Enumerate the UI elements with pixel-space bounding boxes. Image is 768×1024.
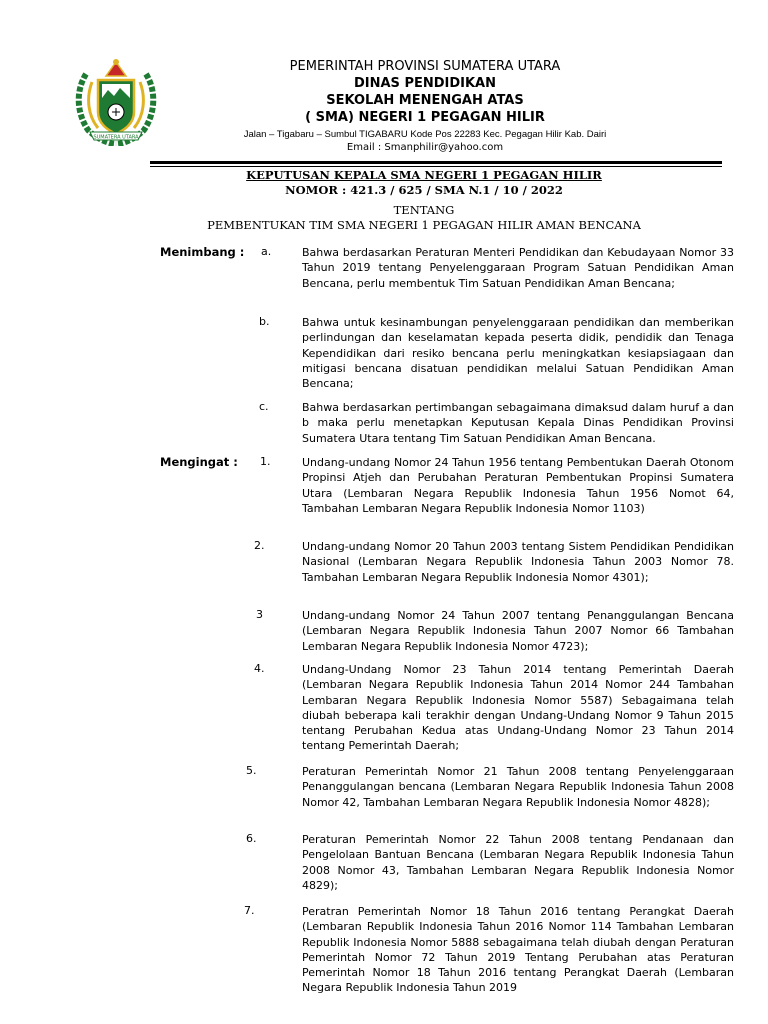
item-text: Peraturan Pemerintah Nomor 22 Tahun 2008 tentang Pendanaan dan Pengelolaan Bantuan Bencana (Lembaran Negara Republik Indonesia Tahun 2008 Nomor 43, Tambahan Lembaran Negara Republik Indonesia Nomor 4829); [302,833,734,892]
item-text: Undang-undang Nomor 24 Tahun 2007 tentang Penanggulangan Bencana (Lembaran Negara Republik Indonesia Tahun 2007 Nomor 66 Tambahan Lembaran Negara Republik Indonesia Nomor 4723); [302,609,734,653]
provincial-crest-icon [72,54,160,146]
item-text: Peraturan Pemerintah Nomor 21 Tahun 2008 tentang Penyelenggaraan Penanggulangan bencana (Lembaran Negara Republik Indonesia Tahun 2008 Nomor 42, Tambahan Lembaran Negara Republik Indonesia Nomor 4828); [302,765,734,809]
item-text: Bahwa berdasarkan Peraturan Menteri Pendidikan dan Kebudayaan Nomor 33 Tahun 2019 tentang Penyelenggaraan Program Satuan Pendidikan Aman Bencana, perlu membentuk Tim Satuan Pendidikan Aman Bencana; [302,246,734,290]
item-text: Peratran Pemerintah Nomor 18 Tahun 2016 tentang Perangkat Daerah (Lembaran Republik Indonesia Tahun 2016 Nomor 114 Tambahan Lembaran Republik Indonesia Nomor 5888 sebagaimana telah diubah dengan Peraturan Pemerintah Nomor 72 Tahun 2019 Tentang Perubahan atas Peraturan Pemerintah Nomor 18 Tahun 2016 tentang Perangkat Daerah (Lembaran Negara Republik Indonesia Tahun 2019 [302,905,734,995]
decree-title-block [0,168,768,233]
provincial-crest-logo [72,54,160,146]
item-marker: 1. [260,455,271,468]
item-text: Bahwa untuk kesinambungan penyelenggaraan pendidikan dan memberikan perlindungan dan keselamatan kepada peserta didik, pendidik dan Tenaga Kependidikan dari resiko bencana perlu meningkatkan kesiapsiagaan dan mitigasi bencana disatuan pendidikan melalui Satuan Pendidikan Aman Bencana; [302,316,734,391]
item-text: Undang-undang Nomor 24 Tahun 1956 tentang Pembentukan Daerah Otonom Propinsi Atjeh dan Perubahan Peraturan Pembentukan Propinsi Sumatera Utara (Lembaran Negara Republik Indonesia Tahun 1956 Nomot 64, Tambahan Lembaran Negara Republik Indonesia Nomor 1103) [302,456,734,515]
item-text: Bahwa berdasarkan pertimbangan sebagaimana dimaksud dalam huruf a dan b maka perlu menetapkan Keputusan Kepala Dinas Pendidikan Provinsi Sumatera Utara tentang Tim Satuan Pendidikan Aman Bencana. [302,401,734,445]
svg-text:SUMATERA UTARA: SUMATERA UTARA [93,134,139,141]
letterhead-divider-thin [150,166,722,167]
item-marker: 4. [254,662,265,675]
school-name: ( SMA) NEGERI 1 PEGAGAN HILIR [305,110,545,125]
school-address: Jalan – Tigabaru – Sumbul TIGABARU Kode Pos 22283 Kec. Pegagan Hilir Kab. Dairi [243,129,607,140]
government-name: PEMERINTAH PROVINSI SUMATERA UTARA [289,59,561,74]
letterhead-divider-thick [150,161,722,164]
school-level: SEKOLAH MENENGAH ATAS [326,93,524,108]
item-marker: 5. [246,764,257,777]
item-text: Undang-Undang Nomor 23 Tahun 2014 tentang Pemerintah Daerah (Lembaran Negara Republik Indonesia Tahun 2014 Nomor 244 Tambahan Lembaran Negara Republik Indonesia Nomor 5587) Sebagaimana telah diubah beberapa kali terakhir dengan Undang-Undang Nomor 9 Tahun 2015 tentang Perubahan Kedua atas Undang-Undang Nomor 23 Tahun 2014 tentang Pemerintah Daerah; [302,663,734,753]
decree-number: NOMOR : 421.3 / 625 / SMA N.1 / 10 / 2022 [285,183,563,197]
item-marker: c. [259,400,269,413]
menimbang-label: Menimbang : [160,245,245,259]
item-marker: 6. [246,832,257,845]
item-marker: b. [259,315,270,328]
item-marker: 2. [254,539,265,552]
letterhead [160,58,690,155]
decree-subject: PEMBENTUKAN TIM SMA NEGERI 1 PEGAGAN HILIR AMAN BENCANA [207,218,641,232]
item-marker: 3 [256,608,263,621]
decree-about-label: TENTANG [393,203,455,217]
agency-name: DINAS PENDIDIKAN [353,76,497,91]
mengingat-label: Mengingat : [160,455,238,469]
school-email: Email : Smanphilir@yahoo.com [346,142,504,153]
decree-title: KEPUTUSAN KEPALA SMA NEGERI 1 PEGAGAN HILIR [246,168,602,182]
item-text: Undang-undang Nomor 20 Tahun 2003 tentang Sistem Pendidikan Pendidikan Nasional (Lembaran Negara Republik Indonesia Tahun 2003 Nomor 78. Tambahan Lembaran Negara Republik Indonesia Nomor 4301); [302,540,734,584]
item-marker: a. [261,245,272,258]
item-marker: 7. [244,904,255,917]
